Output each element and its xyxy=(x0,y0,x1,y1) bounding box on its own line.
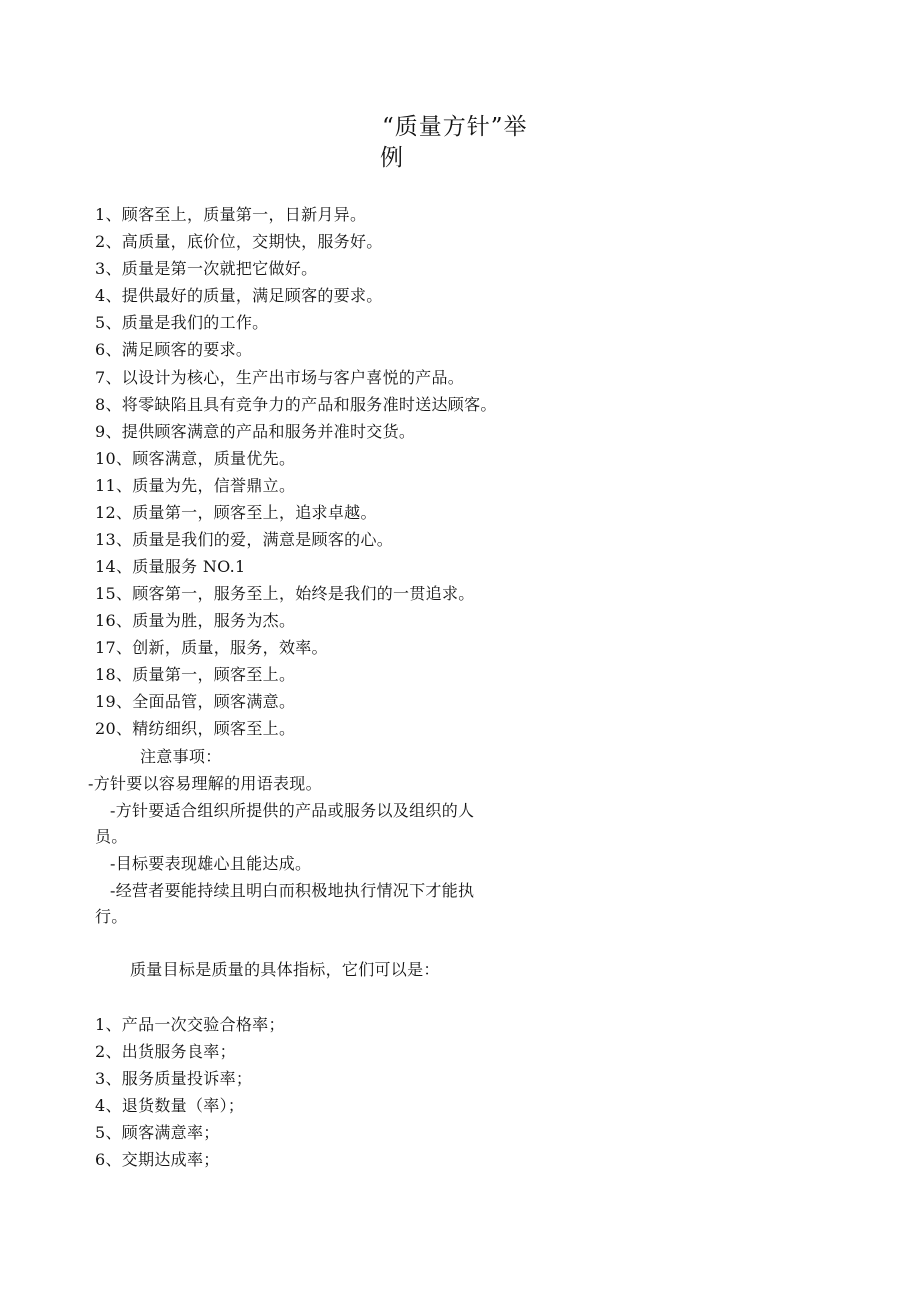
policy-item: 6、满足顾客的要求。 xyxy=(95,340,253,359)
document-title xyxy=(380,112,550,174)
policy-item: 3、质量是第一次就把它做好。 xyxy=(95,259,318,278)
policy-item: 15、顾客第一，服务至上，始终是我们的一贯追求。 xyxy=(95,584,475,603)
title-line-2: 例 xyxy=(380,145,404,171)
policy-item: 4、提供最好的质量，满足顾客的要求。 xyxy=(95,286,383,305)
policy-item: 10、顾客满意，质量优先。 xyxy=(95,449,296,468)
policy-item: 2、高质量，底价位，交期快，服务好。 xyxy=(95,232,383,251)
policy-item: 5、质量是我们的工作。 xyxy=(95,313,269,332)
policy-item: 14、质量服务 NO.1 xyxy=(95,557,246,576)
note-item-continuation: 员。 xyxy=(95,827,128,846)
policy-item: 7、以设计为核心，生产出市场与客户喜悦的产品。 xyxy=(95,368,465,387)
policy-item: 20、精纺细织，顾客至上。 xyxy=(95,719,296,738)
objectives-intro: 质量目标是质量的具体指标，它们可以是： xyxy=(130,960,440,979)
policy-item: 1、顾客至上，质量第一，日新月异。 xyxy=(95,205,367,224)
objective-item: 5、顾客满意率； xyxy=(95,1123,220,1142)
objective-item: 1、产品一次交验合格率； xyxy=(95,1015,285,1034)
policy-item: 17、创新，质量，服务，效率。 xyxy=(95,638,328,657)
objective-item: 6、交期达成率； xyxy=(95,1150,220,1169)
note-item: -方针要适合组织所提供的产品或服务以及组织的人 xyxy=(110,801,475,820)
policy-item: 8、将零缺陷且具有竞争力的产品和服务准时送达顾客。 xyxy=(95,395,497,414)
policy-item: 12、质量第一，顾客至上，追求卓越。 xyxy=(95,503,377,522)
policy-item: 19、全面品管，顾客满意。 xyxy=(95,692,296,711)
policy-item: 18、质量第一，顾客至上。 xyxy=(95,665,296,684)
policy-item: 11、质量为先，信誉鼎立。 xyxy=(95,476,296,495)
objective-item: 2、出货服务良率； xyxy=(95,1042,236,1061)
notes-heading: 注意事项： xyxy=(140,747,222,766)
title-line-1: “质量方针”举 xyxy=(382,114,528,140)
note-item: -目标要表现雄心且能达成。 xyxy=(110,854,312,873)
objective-item: 4、退货数量（率）； xyxy=(95,1096,245,1115)
note-item-continuation: 行。 xyxy=(95,907,128,926)
objective-item: 3、服务质量投诉率； xyxy=(95,1069,253,1088)
note-item: -方针要以容易理解的用语表现。 xyxy=(88,774,322,793)
policy-item: 13、质量是我们的爱，满意是顾客的心。 xyxy=(95,530,394,549)
policy-item: 9、提供顾客满意的产品和服务并准时交货。 xyxy=(95,422,416,441)
policy-item: 16、质量为胜，服务为杰。 xyxy=(95,611,296,630)
note-item: -经营者要能持续且明白而积极地执行情况下才能执 xyxy=(110,881,475,900)
